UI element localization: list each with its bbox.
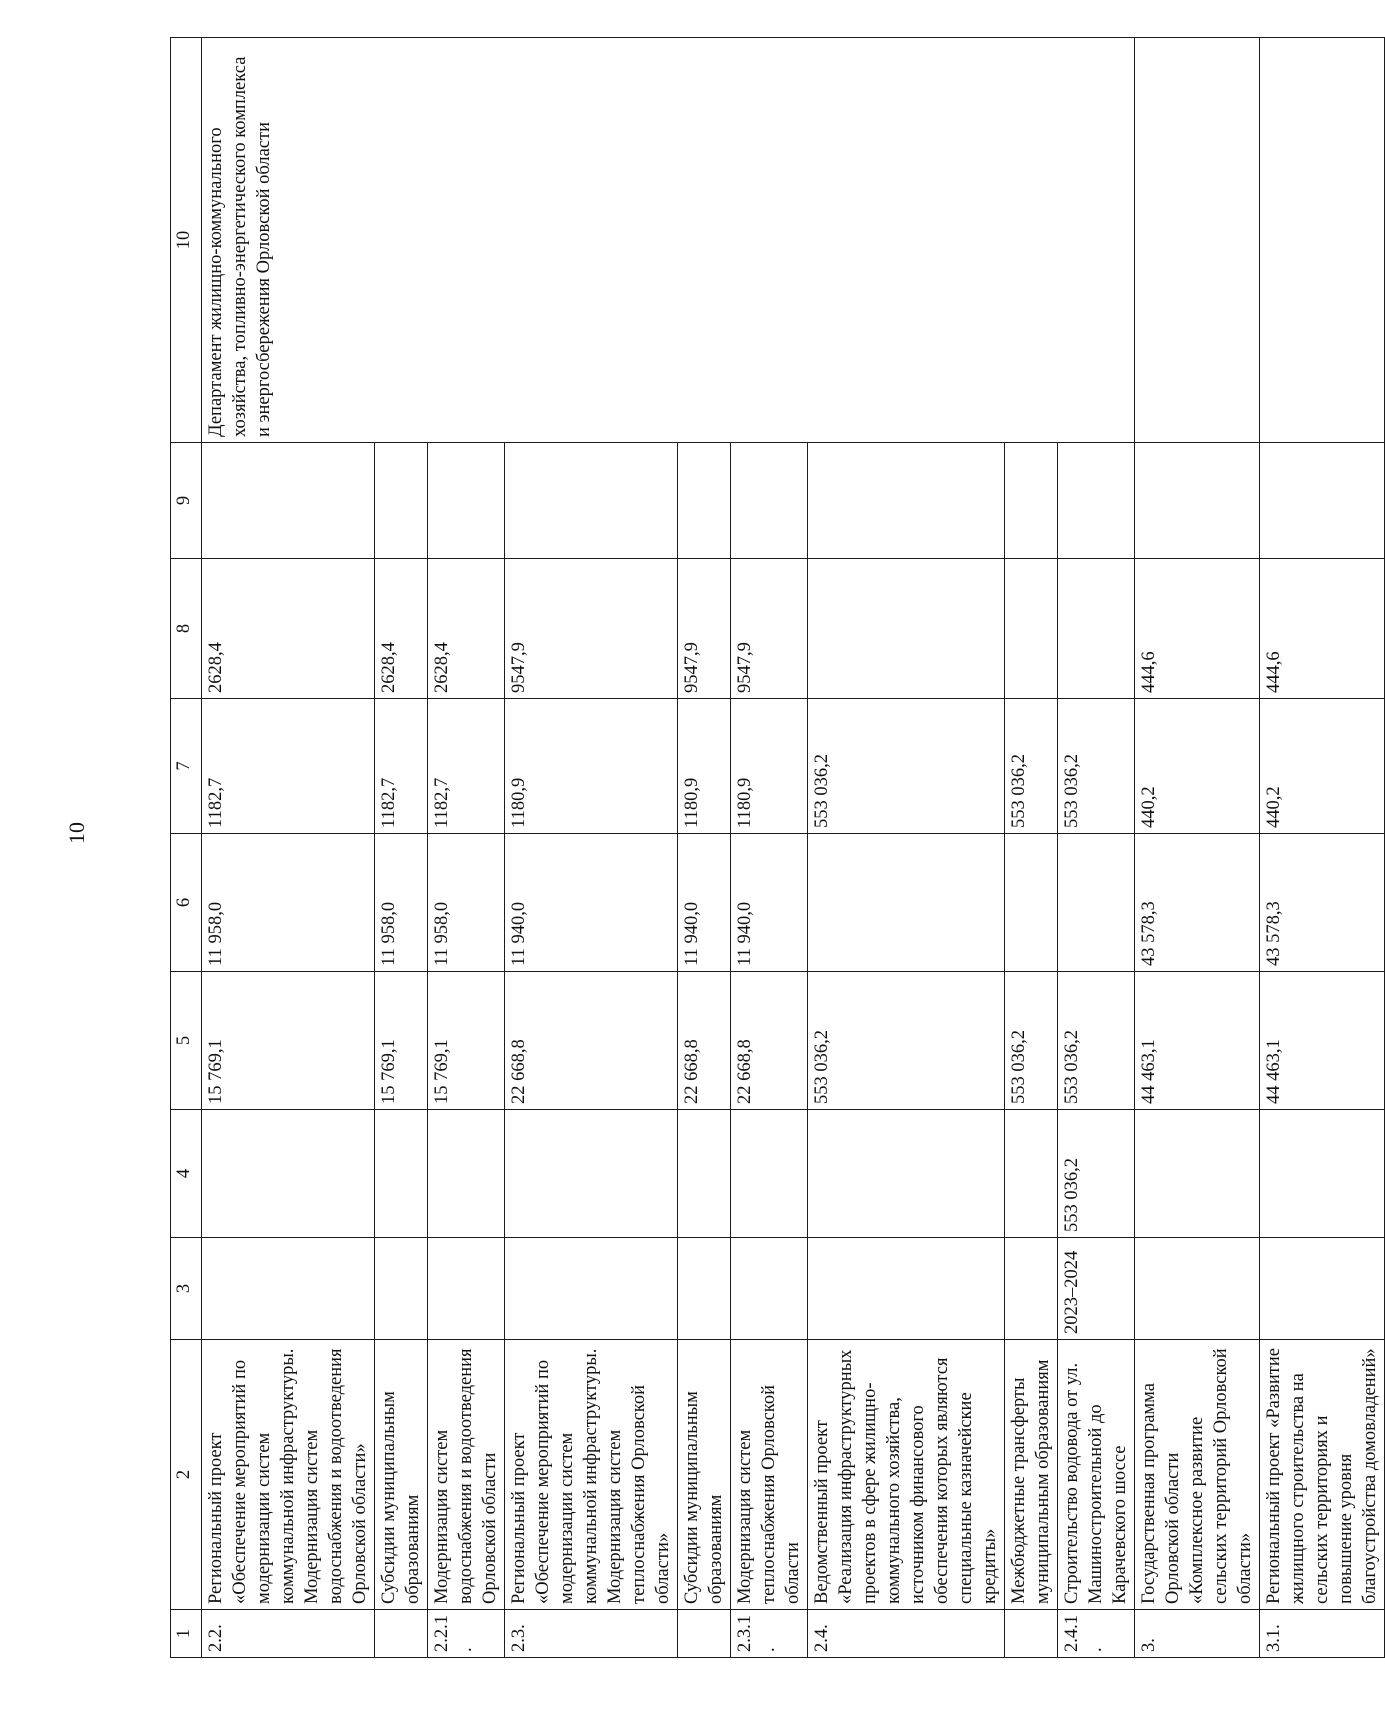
value-cell-9 xyxy=(428,443,505,559)
value-cell-5: 553 036,2 xyxy=(1005,972,1058,1110)
value-cell-7: 440,2 xyxy=(1135,699,1260,834)
value-cell-7: 1180,9 xyxy=(731,699,808,834)
item-number: 3.1. xyxy=(1260,1610,1385,1658)
value-cell-6: 43 578,3 xyxy=(1135,834,1260,972)
value-cell-9 xyxy=(808,443,1005,559)
item-number: 2.4. xyxy=(808,1610,1005,1658)
period-cell xyxy=(678,1238,731,1340)
item-description: Региональный проект «Обеспечение мероприятий по модернизации систем коммунальной инфраструктуры. Модернизация систем водоснабжения и водоотведения Орловской области» xyxy=(202,1340,375,1610)
budget-table xyxy=(170,37,1385,1658)
value-cell-4: 553 036,2 xyxy=(1058,1110,1135,1238)
value-cell-8: 9547,9 xyxy=(678,559,731,699)
value-cell-6: 11 940,0 xyxy=(731,834,808,972)
column-header: 8 xyxy=(171,559,202,699)
value-cell-7: 440,2 xyxy=(1260,699,1385,834)
value-cell-4 xyxy=(731,1110,808,1238)
period-cell xyxy=(505,1238,678,1340)
period-cell xyxy=(1260,1238,1385,1340)
item-number xyxy=(375,1610,428,1658)
value-cell-6: 11 958,0 xyxy=(428,834,505,972)
value-cell-5: 553 036,2 xyxy=(808,972,1005,1110)
column-header: 4 xyxy=(171,1110,202,1238)
item-description: Модернизация систем теплоснабжения Орловской области xyxy=(731,1340,808,1610)
item-number: 2.2.1. xyxy=(428,1610,505,1658)
value-cell-4 xyxy=(505,1110,678,1238)
value-cell-4 xyxy=(202,1110,375,1238)
value-cell-5: 44 463,1 xyxy=(1260,972,1385,1110)
item-number: 2.2. xyxy=(202,1610,375,1658)
period-cell xyxy=(731,1238,808,1340)
value-cell-6 xyxy=(1058,834,1135,972)
value-cell-4 xyxy=(678,1110,731,1238)
item-description: Региональный проект «Обеспечение мероприятий по модернизации систем коммунальной инфраструктуры. Модернизация систем теплоснабжения Орловской области» xyxy=(505,1340,678,1610)
value-cell-9 xyxy=(202,443,375,559)
column-header: 9 xyxy=(171,443,202,559)
item-number: 2.3. xyxy=(505,1610,678,1658)
responsible-executor xyxy=(1135,38,1260,443)
value-cell-9 xyxy=(1005,443,1058,559)
value-cell-4 xyxy=(1135,1110,1260,1238)
value-cell-7: 553 036,2 xyxy=(1005,699,1058,834)
value-cell-4 xyxy=(375,1110,428,1238)
value-cell-6 xyxy=(808,834,1005,972)
period-cell xyxy=(428,1238,505,1340)
value-cell-5: 22 668,8 xyxy=(505,972,678,1110)
table-row xyxy=(1135,38,1260,1658)
item-description: Субсидии муниципальным образованиям xyxy=(375,1340,428,1610)
value-cell-8: 9547,9 xyxy=(731,559,808,699)
item-number xyxy=(1005,1610,1058,1658)
item-description: Модернизация систем водоснабжения и водоотведения Орловской области xyxy=(428,1340,505,1610)
period-cell xyxy=(202,1238,375,1340)
value-cell-5: 553 036,2 xyxy=(1058,972,1135,1110)
value-cell-8: 9547,9 xyxy=(505,559,678,699)
value-cell-6: 11 958,0 xyxy=(202,834,375,972)
value-cell-9 xyxy=(678,443,731,559)
value-cell-7: 1180,9 xyxy=(505,699,678,834)
table-header-row xyxy=(171,38,202,1658)
value-cell-8: 444,6 xyxy=(1260,559,1385,699)
item-number xyxy=(678,1610,731,1658)
period-cell xyxy=(1135,1238,1260,1340)
value-cell-4 xyxy=(1005,1110,1058,1238)
rotated-table-container xyxy=(170,38,1380,1658)
item-description: Строительство водовода от ул. Машиностроительной до Карачевского шоссе xyxy=(1058,1340,1135,1610)
value-cell-9 xyxy=(731,443,808,559)
value-cell-8 xyxy=(808,559,1005,699)
value-cell-9 xyxy=(1260,443,1385,559)
column-header: 2 xyxy=(171,1340,202,1610)
item-description: Государственная программа Орловской области «Комплексное развитие сельских территорий Орловской области» xyxy=(1135,1340,1260,1610)
value-cell-4 xyxy=(1260,1110,1385,1238)
column-header: 6 xyxy=(171,834,202,972)
column-header: 7 xyxy=(171,699,202,834)
value-cell-7: 1182,7 xyxy=(428,699,505,834)
page-number: 10 xyxy=(64,822,89,844)
value-cell-6: 11 958,0 xyxy=(375,834,428,972)
value-cell-8 xyxy=(1005,559,1058,699)
value-cell-9 xyxy=(1135,443,1260,559)
value-cell-9 xyxy=(375,443,428,559)
column-header: 1 xyxy=(171,1610,202,1658)
item-description: Ведомственный проект «Реализация инфраструктурных проектов в сфере жилищно-коммунального хозяйства, источником финансового обеспечения которых являются специальные казначейские кредиты» xyxy=(808,1340,1005,1610)
value-cell-6: 43 578,3 xyxy=(1260,834,1385,972)
value-cell-6: 11 940,0 xyxy=(678,834,731,972)
value-cell-7: 553 036,2 xyxy=(1058,699,1135,834)
responsible-executor xyxy=(1260,38,1385,443)
value-cell-9 xyxy=(505,443,678,559)
period-cell xyxy=(375,1238,428,1340)
period-cell xyxy=(1005,1238,1058,1340)
value-cell-8: 2628,4 xyxy=(375,559,428,699)
item-description: Межбюджетные трансферты муниципальным образованиям xyxy=(1005,1340,1058,1610)
period-cell: 2023–2024 xyxy=(1058,1238,1135,1340)
value-cell-8: 2628,4 xyxy=(428,559,505,699)
column-header: 3 xyxy=(171,1238,202,1340)
value-cell-9 xyxy=(1058,443,1135,559)
responsible-executor: Департамент жилищно-коммунального хозяйства, топливно-энергетического комплекса и энергосбережения Орловской области xyxy=(202,38,1135,443)
table-row xyxy=(202,38,375,1658)
value-cell-6: 11 940,0 xyxy=(505,834,678,972)
item-number: 3. xyxy=(1135,1610,1260,1658)
table-row xyxy=(1260,38,1385,1658)
value-cell-5: 22 668,8 xyxy=(678,972,731,1110)
value-cell-5: 22 668,8 xyxy=(731,972,808,1110)
item-description: Субсидии муниципальным образованиям xyxy=(678,1340,731,1610)
column-header: 5 xyxy=(171,972,202,1110)
column-header: 10 xyxy=(171,38,202,443)
value-cell-5: 44 463,1 xyxy=(1135,972,1260,1110)
item-number: 2.4.1. xyxy=(1058,1610,1135,1658)
value-cell-8: 2628,4 xyxy=(202,559,375,699)
period-cell xyxy=(808,1238,1005,1340)
value-cell-5: 15 769,1 xyxy=(202,972,375,1110)
value-cell-4 xyxy=(808,1110,1005,1238)
value-cell-4 xyxy=(428,1110,505,1238)
value-cell-7: 553 036,2 xyxy=(808,699,1005,834)
value-cell-5: 15 769,1 xyxy=(428,972,505,1110)
value-cell-8: 444,6 xyxy=(1135,559,1260,699)
item-description: Региональный проект «Развитие жилищного строительства на сельских территориях и повышение уровня благоустройства домовладений» xyxy=(1260,1340,1385,1610)
value-cell-5: 15 769,1 xyxy=(375,972,428,1110)
value-cell-7: 1180,9 xyxy=(678,699,731,834)
value-cell-7: 1182,7 xyxy=(375,699,428,834)
value-cell-7: 1182,7 xyxy=(202,699,375,834)
value-cell-6 xyxy=(1005,834,1058,972)
value-cell-8 xyxy=(1058,559,1135,699)
item-number: 2.3.1. xyxy=(731,1610,808,1658)
